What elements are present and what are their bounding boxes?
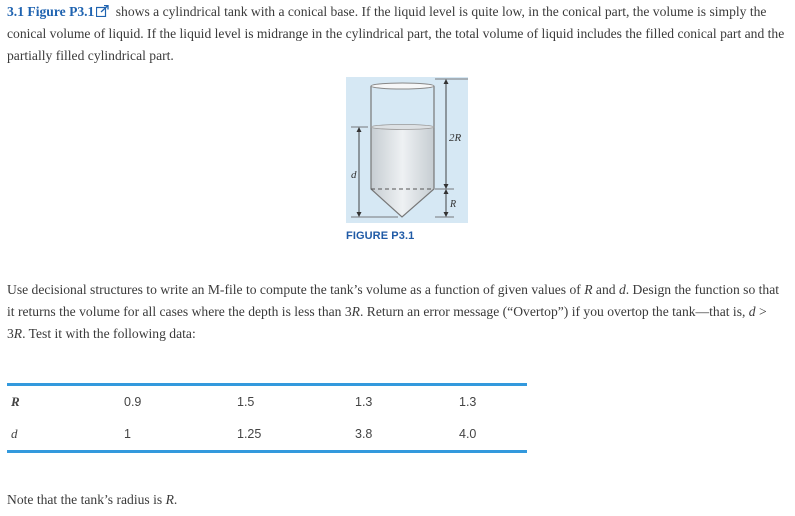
table-row-r	[7, 385, 527, 419]
row-label: d	[7, 418, 124, 452]
table-cell: 1	[124, 418, 237, 452]
problem-intro	[7, 1, 787, 67]
var-r: R	[584, 282, 593, 297]
table-cell: 0.9	[124, 385, 237, 419]
tank-figure	[346, 77, 468, 223]
note-text: .	[173, 492, 178, 507]
instruction-text: Use decisional structures to write an M-file to compute the tank’s volume as a function of given values of	[7, 282, 585, 297]
var-d: d	[618, 282, 626, 297]
intro-text: shows a cylindrical tank with a conical base. If the liquid level is quite low, in the conical part, the volume is simply the conical volume of liquid. If the liquid level is midrange in the cylindrical part, the total volume of liquid includes the filled conical part and the partially filled cylindrical part.	[7, 4, 785, 63]
var-r: R	[165, 492, 174, 507]
var-d: d	[748, 304, 756, 319]
row-label: R	[7, 385, 124, 419]
instruction-text: . Return an error message (“Overtop”) if you overtop the tank—that is,	[359, 304, 749, 319]
instruction-text: and	[592, 282, 619, 297]
tank-diagram	[346, 77, 468, 223]
test-data-table	[7, 383, 527, 453]
var-r: R	[351, 304, 360, 319]
table-cell: 4.0	[459, 418, 527, 452]
radius-label: R	[450, 199, 457, 210]
table-row-d	[7, 418, 527, 452]
problem-number: 3.1	[7, 4, 24, 19]
table-cell: 1.25	[237, 418, 355, 452]
depth-label: d	[351, 169, 357, 181]
figure-link[interactable]: Figure P3.1	[27, 4, 95, 19]
two-r-label: 2R	[449, 132, 462, 144]
instruction-text: . Design the function so that it returns the volume for all cases where the depth is less than 3	[7, 282, 780, 319]
var-r: R	[13, 326, 23, 341]
instruction-text: > 3	[7, 304, 767, 341]
table-cell: 1.5	[237, 385, 355, 419]
table-cell: 3.8	[355, 418, 459, 452]
table-cell: 1.3	[355, 385, 459, 419]
table-cell: 1.3	[459, 385, 527, 419]
figure-caption: FIGURE P3.1	[346, 230, 415, 242]
note-text: Note that the tank’s radius is	[7, 492, 166, 507]
instruction-text: . Test it with the following data:	[22, 326, 196, 341]
problem-instructions	[7, 279, 787, 345]
radius-note	[7, 492, 177, 508]
external-link-icon[interactable]	[96, 5, 109, 17]
